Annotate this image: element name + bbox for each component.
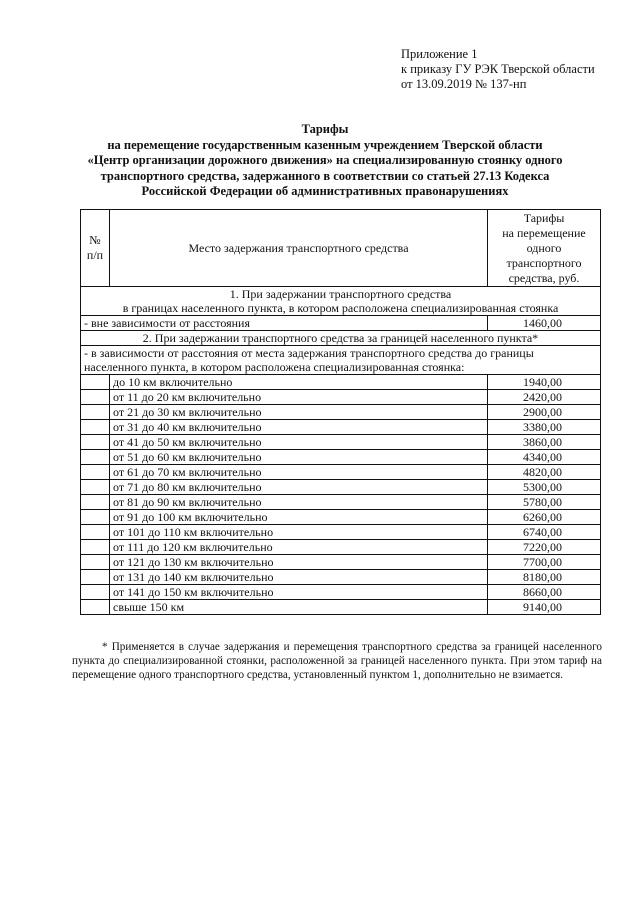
distance-value: 8180,00 [488,570,601,585]
header-tariff-line: транспортного [506,255,582,270]
distance-value: 2900,00 [488,405,601,420]
table-row [81,316,601,331]
distance-label: от 121 до 130 км включительно [110,555,488,570]
section2-description [81,346,601,375]
table-row [81,450,601,465]
section2-desc-line: населенного пункта, в котором расположена специализированная стоянка: [84,360,465,374]
title-line: Российской Федерации об административных правонарушениях [141,184,509,198]
distance-value: 8660,00 [488,585,601,600]
distance-label: до 10 км включительно [110,375,488,390]
table-row [81,435,601,450]
indent-cell [81,375,110,390]
distance-value: 3860,00 [488,435,601,450]
distance-label: от 101 до 110 км включительно [110,525,488,540]
title-line: на перемещение государственным казенным учреждением Тверской области [107,137,543,152]
table-row [81,465,601,480]
document-title [60,122,590,200]
distance-label: от 71 до 80 км включительно [110,480,488,495]
tariffs-table [80,209,601,615]
header-tariff-line: средства, руб. [508,270,580,285]
table-row [81,555,601,570]
section1-title: 1. При задержании транспортного средства [229,287,452,301]
distance-label: от 61 до 70 км включительно [110,465,488,480]
indent-cell [81,495,110,510]
distance-label: от 131 до 140 км включительно [110,570,488,585]
indent-cell [81,465,110,480]
distance-value: 5300,00 [488,480,601,495]
distance-value: 4820,00 [488,465,601,480]
section2-title: 2. При задержании транспортного средства за границей населенного пункта* [81,331,601,346]
distance-value: 4340,00 [488,450,601,465]
section1-heading-row [81,287,601,316]
distance-label: от 21 до 30 км включительно [110,405,488,420]
distance-value: 7700,00 [488,555,601,570]
row-label: - вне зависимости от расстояния [81,316,488,331]
indent-cell [81,435,110,450]
table-row [81,585,601,600]
appendix-line: Приложение 1 [401,47,478,61]
indent-cell [81,420,110,435]
distance-label: от 141 до 150 км включительно [110,585,488,600]
section1-subtitle: в границах населенного пункта, в котором расположена специализированная стоянка [122,301,559,315]
table-header-row [81,210,601,287]
header-number-abbr: п/п [86,248,104,262]
distance-label: от 41 до 50 км включительно [110,435,488,450]
indent-cell [81,390,110,405]
distance-value: 7220,00 [488,540,601,555]
table-row [81,540,601,555]
distance-value: 2420,00 [488,390,601,405]
header-tariff-cell [488,210,601,287]
distance-value: 6740,00 [488,525,601,540]
indent-cell [81,405,110,420]
distance-value: 5780,00 [488,495,601,510]
table-row [81,420,601,435]
indent-cell [81,555,110,570]
header-tariff-line: одного [526,240,562,255]
distance-value: 9140,00 [488,600,601,615]
distance-label: от 111 до 120 км включительно [110,540,488,555]
indent-cell [81,600,110,615]
header-place-cell: Место задержания транспортного средства [110,210,488,287]
indent-cell [81,450,110,465]
indent-cell [81,570,110,585]
indent-cell [81,585,110,600]
distance-value: 6260,00 [488,510,601,525]
appendix-line: от 13.09.2019 № 137-нп [401,77,527,91]
header-number-cell [81,210,110,287]
distance-value: 3380,00 [488,420,601,435]
table-row [81,405,601,420]
appendix-line: к приказу ГУ РЭК Тверской области [401,62,595,76]
table-row [81,525,601,540]
row-value: 1460,00 [488,316,601,331]
indent-cell [81,510,110,525]
header-tariff-line: Тарифы [523,210,565,225]
title-heading: Тарифы [301,122,349,136]
indent-cell [81,540,110,555]
distance-label: свыше 150 км [110,600,488,615]
distance-label: от 81 до 90 км включительно [110,495,488,510]
distance-value: 1940,00 [488,375,601,390]
table-row [81,480,601,495]
header-tariff-line: на перемещение [502,225,586,240]
table-row [81,375,601,390]
table-row [81,600,601,615]
table-row [81,570,601,585]
title-line: транспортного средства, задержанного в соответствии со статьей 27.13 Кодекса [100,168,550,183]
section2-desc-line: - в зависимости от расстояния от места задержания транспортного средства до границы [84,346,534,360]
footnote: * Применяется в случае задержания и перемещения транспортного средства за границей населенного пункта до специализированной стоянки, расположенной за границей населенного пункта. При этом тариф на перемещение одного транспортного средства, установленный пунктом 1, дополнительно не взимается. [72,641,602,681]
indent-cell [81,480,110,495]
section2-heading-row [81,331,601,346]
distance-label: от 31 до 40 км включительно [110,420,488,435]
table-row [81,510,601,525]
distance-label: от 91 до 100 км включительно [110,510,488,525]
distance-label: от 11 до 20 км включительно [110,390,488,405]
title-line: «Центр организации дорожного движения» на специализированную стоянку одного [87,153,563,167]
table-row [81,390,601,405]
appendix-block [401,47,595,92]
header-number-symbol: № [89,233,101,247]
table-row [81,495,601,510]
section1-heading-cell [81,287,601,316]
indent-cell [81,525,110,540]
section2-description-row [81,346,601,375]
distance-label: от 51 до 60 км включительно [110,450,488,465]
